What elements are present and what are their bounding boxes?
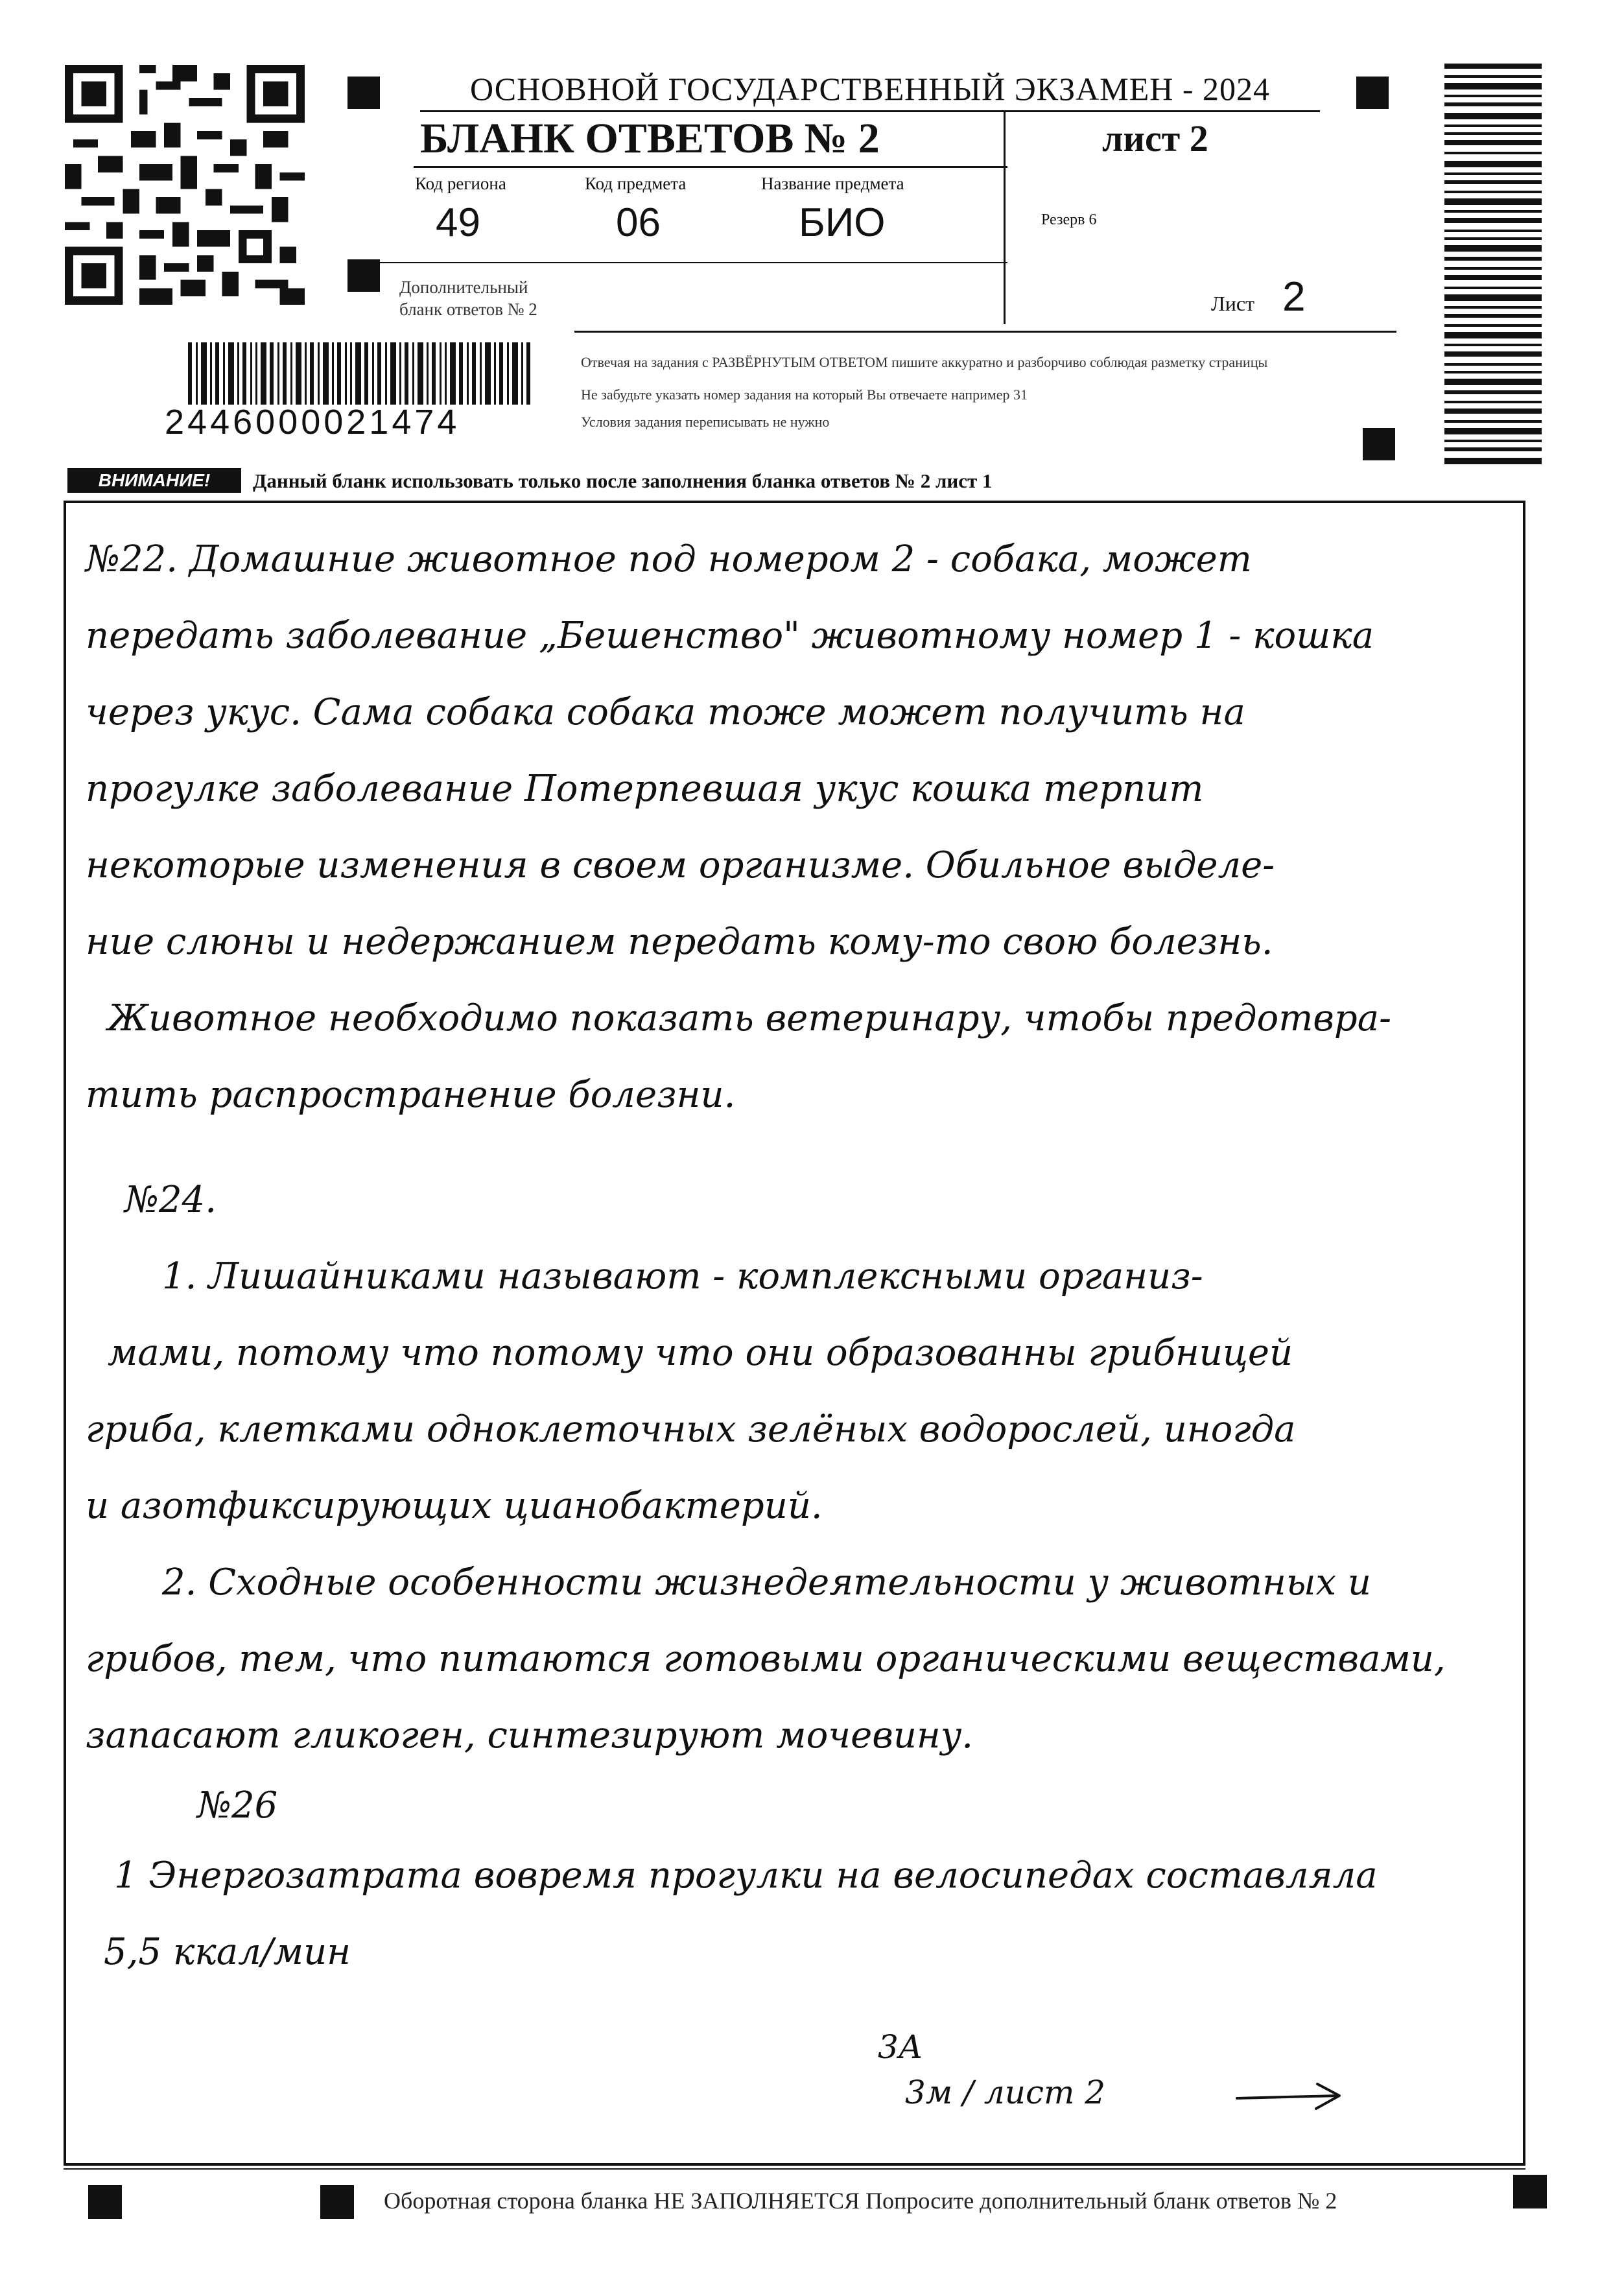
registration-mark [1356,77,1389,109]
answer-line: и азотфиксирующих цианобактерий. [86,1485,823,1527]
subject-name-value: БИО [799,200,886,245]
answer-line: №26 [197,1784,278,1827]
additional-label: Дополнительный [399,278,528,297]
answer-line: 5,5 ккал/мин [104,1931,351,1973]
registration-mark [88,2185,122,2219]
registration-mark [347,77,380,109]
sheet-label: лист 2 [1102,117,1208,160]
barcode-number: 2446000021474 [165,403,460,442]
subject-code-value: 06 [616,200,661,245]
answer-line: грибов, тем, что питаются готовыми органическими веществами, [86,1638,1446,1680]
divider [414,166,1007,168]
answer-line: №22. Домашние животное под номером 2 - собака, может [86,538,1252,580]
answer-line: прогулке заболевание Потерпевшая укус кошка терпит [86,768,1204,810]
registration-mark [1513,2175,1547,2208]
answer-line: запасают гликоген, синтезируют мочевину. [86,1714,974,1757]
answer-line: мами, потому что потому что они образованны грибницей [108,1332,1293,1374]
warning-text: Данный бланк использовать только после заполнения бланка ответов № 2 лист 1 [253,469,993,492]
registration-mark [320,2185,354,2219]
answer-line: №24. [124,1179,217,1221]
form-barcode [188,342,532,405]
region-value: 49 [436,200,480,245]
additional-label: бланк ответов № 2 [399,300,537,319]
answer-line: передать заболевание „Бешенство" животному номер 1 - кошка [86,615,1374,657]
answer-line: тить распространение болезни. [86,1074,736,1116]
reserve-label: Резерв 6 [1041,211,1097,228]
answer-line: некоторые изменения в своем организме. Обильное выделе- [86,844,1275,886]
instruction-text: Не забудьте указать номер задания на который Вы отвечаете например 31 [581,386,1028,403]
continuation-note: 3А [878,2028,923,2066]
sheet-num-label: Лист [1211,292,1255,315]
answer-line: 1. Лишайниками называют - комплексными организ- [162,1255,1203,1297]
arrow-right-icon [1234,2079,1345,2115]
side-barcode [1444,64,1542,466]
continuation-note: 3м / лист 2 [905,2074,1106,2111]
divider [380,262,1007,263]
divider [420,110,1320,112]
answer-line: гриба, клетками одноклеточных зелёных водорослей, иногда [86,1408,1296,1450]
divider [1004,112,1006,324]
warning-badge: ВНИМАНИЕ! [67,468,241,493]
registration-mark [1363,428,1395,460]
instruction-text: Условия задания переписывать не нужно [581,414,830,430]
divider [64,2168,1525,2170]
sheet-num-value: 2 [1282,273,1306,320]
answer-line: ние слюны и недержанием передать кому-то свою болезнь. [86,921,1273,963]
divider [574,331,1396,333]
instruction-text: Отвечая на задания с РАЗВЁРНУТЫМ ОТВЕТОМ пишите аккуратно и разборчиво соблюдая разметку страницы [581,354,1268,370]
footer-text: Оборотная сторона бланка НЕ ЗАПОЛНЯЕТСЯ Попросите дополнительный бланк ответов № 2 [384,2188,1337,2214]
answer-line: через укус. Сама собака собака тоже может получить на [86,691,1245,733]
form-title: БЛАНК ОТВЕТОВ № 2 [420,115,880,162]
answer-line: 2. Сходные особенности жизнедеятельности у животных и [162,1561,1371,1604]
subject-name-label: Название предмета [761,174,904,193]
exam-title: ОСНОВНОЙ ГОСУДАРСТВЕННЫЙ ЭКЗАМЕН - 2024 [470,71,1270,107]
answer-line: Животное необходимо показать ветеринару, чтобы предотвра- [108,997,1392,1039]
subject-code-label: Код предмета [585,174,687,193]
answer-line: 1 Энергозатрата вовремя прогулки на велосипедах составляла [114,1854,1378,1897]
qr-code [65,65,305,305]
region-label: Код региона [415,174,506,193]
registration-mark [347,259,380,292]
